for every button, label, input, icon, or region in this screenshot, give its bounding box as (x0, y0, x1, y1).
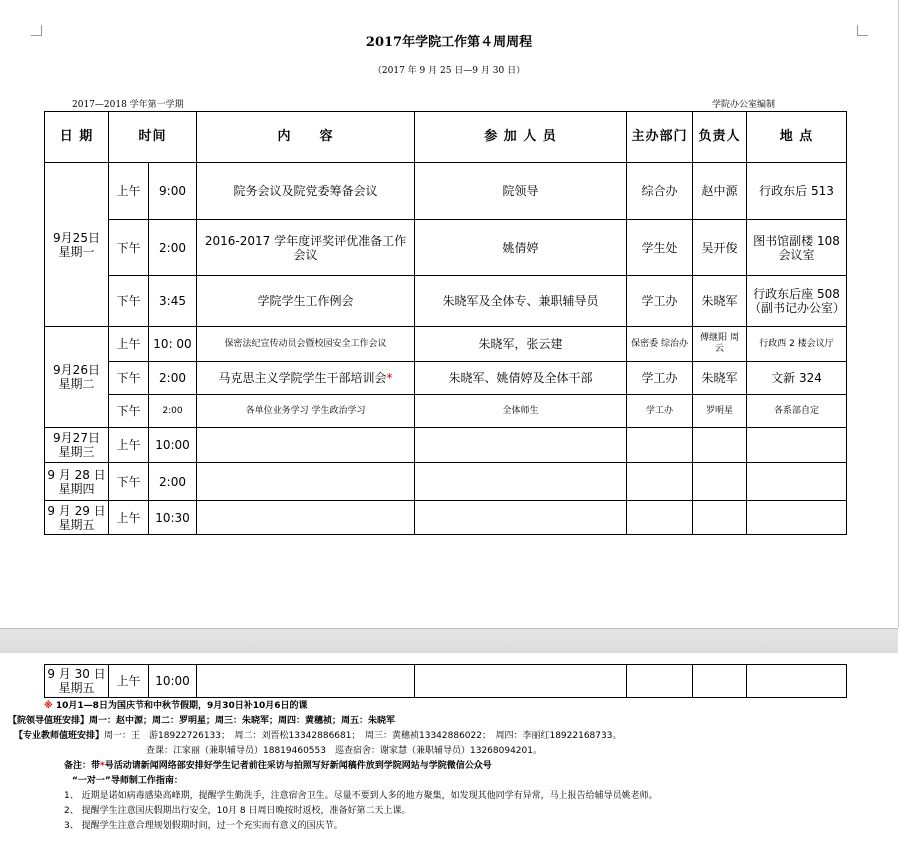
attendees-cell: 姚倩婷 (415, 220, 627, 276)
tip-item: 1、 近期是诺如病毒感染高峰期，提醒学生勤洗手，注意宿舍卫生。尽量不要到人多的地方聚集，如发现其他同学有异常，马上报告给辅导员姚老师。 (64, 791, 658, 801)
col-place: 地 点 (747, 112, 847, 163)
day-cell-tue: 9月26日 星期二 (45, 327, 109, 428)
day-cell-thu: 9 月 28 日 星期四 (45, 463, 109, 501)
table-row (45, 501, 847, 535)
period-cell: 下午 (109, 395, 149, 428)
holiday-note: ※ 10月1—8日为国庆节和中秋节假期，9月30日补10月6日的课 (44, 701, 308, 711)
table-row (45, 362, 847, 395)
owner-cell: 赵中源 (693, 163, 747, 220)
dept-cell: 学工办 (627, 362, 693, 395)
table-row (45, 220, 847, 276)
owner-cell: 吴开俊 (693, 220, 747, 276)
owner-cell: 朱晓军 (693, 276, 747, 327)
checks-note: 查课：江家丽（兼职辅导员）18819460553 巡查宿舍：谢家慧（兼职辅导员）13268094201。 (146, 746, 542, 756)
holiday-mark: ※ (44, 701, 53, 711)
attendees-cell (415, 501, 627, 535)
dept-cell: 学工办 (627, 276, 693, 327)
place-cell: 行政东后 513 (747, 163, 847, 220)
time-cell: 9:00 (149, 163, 197, 220)
place-cell (747, 665, 847, 698)
period-cell: 上午 (109, 428, 149, 463)
attendees-cell: 朱晓军、姚倩婷及全体干部 (415, 362, 627, 395)
attendees-cell (415, 463, 627, 501)
time-cell: 2:00 (149, 395, 197, 428)
col-dept: 主办部门 (627, 112, 693, 163)
time-cell: 10:30 (149, 501, 197, 535)
star-marker: * (100, 761, 105, 771)
day-cell-fri: 9 月 29 日 星期五 (45, 501, 109, 535)
remark-note: 备注：带*号活动请新闻网络部安排好学生记者前往采访与拍照写好新闻稿件放到学院网站与学院微信公众号 (64, 761, 492, 771)
place-cell: 各系部自定 (747, 395, 847, 428)
period-cell: 上午 (109, 327, 149, 362)
place-cell: 行政西 2 楼会议厅 (747, 327, 847, 362)
place-cell: 行政东后座 508（副书记办公室） (747, 276, 847, 327)
content-cell: 马克思主义学院学生干部培训会* (197, 362, 415, 395)
dept-cell: 学生处 (627, 220, 693, 276)
content-cell (197, 428, 415, 463)
time-cell: 3:45 (149, 276, 197, 327)
place-cell (747, 501, 847, 535)
owner-cell (693, 501, 747, 535)
star-marker: * (386, 371, 393, 385)
leader-duty: 【院领导值班安排】周一：赵中源；周二：罗明星；周三：朱晓军；周四：黄穗祯；周五：朱晓军 (8, 716, 396, 726)
attendees-cell (415, 665, 627, 698)
content-cell: 保密法纪宣传动员会暨校园安全工作会议 (197, 327, 415, 362)
period-cell: 下午 (109, 463, 149, 501)
time-cell: 2:00 (149, 463, 197, 501)
dept-cell: 学工办 (627, 395, 693, 428)
owner-cell (693, 665, 747, 698)
table-header-row (45, 112, 847, 163)
day-cell-wed: 9月27日 星期三 (45, 428, 109, 463)
schedule-table (44, 111, 847, 535)
dept-cell: 综合办 (627, 163, 693, 220)
content-cell: 学院学生工作例会 (197, 276, 415, 327)
schedule-title: 2017年学院工作第４周周程 (365, 35, 533, 50)
attendees-cell (415, 428, 627, 463)
schedule-table-continued (44, 664, 847, 698)
tip-item: 3、 提醒学生注意合理规划假期时间，过一个充实而有意义的国庆节。 (64, 821, 343, 831)
col-content: 内 容 (197, 112, 415, 163)
tip-item: 2、 提醒学生注意国庆假期出行安全，10月 8 日周日晚按时返校，准备好第二天上课。 (64, 806, 411, 816)
owner-cell: 罗明星 (693, 395, 747, 428)
owner-cell: 朱晓军 (693, 362, 747, 395)
page-break-gap (0, 628, 898, 654)
office-label: 学院办公室编制 (712, 100, 776, 110)
col-attendees: 参 加 人 员 (415, 112, 627, 163)
owner-cell (693, 428, 747, 463)
attendees-cell: 全体师生 (415, 395, 627, 428)
content-cell: 各单位业务学习 学生政治学习 (197, 395, 415, 428)
attendees-cell: 朱晓军，张云建 (415, 327, 627, 362)
time-cell: 10:00 (149, 665, 197, 698)
content-cell (197, 463, 415, 501)
time-cell: 10:00 (149, 428, 197, 463)
place-cell: 图书馆副楼 108 会议室 (747, 220, 847, 276)
content-cell: 2016-2017 学年度评奖评优准备工作会议 (197, 220, 415, 276)
content-cell: 院务会议及院党委筹备会议 (197, 163, 415, 220)
table-row (45, 463, 847, 501)
period-cell: 上午 (109, 163, 149, 220)
dept-cell (627, 501, 693, 535)
period-cell: 上午 (109, 665, 149, 698)
time-cell: 2:00 (149, 220, 197, 276)
col-date: 日 期 (45, 112, 109, 163)
attendees-cell: 朱晓军及全体专、兼职辅导员 (415, 276, 627, 327)
attendees-cell: 院领导 (415, 163, 627, 220)
col-owner: 负责人 (693, 112, 747, 163)
dept-cell (627, 665, 693, 698)
table-row (45, 163, 847, 220)
dept-cell (627, 428, 693, 463)
owner-cell: 傅继阳 周 云 (693, 327, 747, 362)
table-row (45, 665, 847, 698)
table-row (45, 395, 847, 428)
content-cell (197, 501, 415, 535)
period-cell: 下午 (109, 276, 149, 327)
place-cell: 文新 324 (747, 362, 847, 395)
time-cell: 10: 00 (149, 327, 197, 362)
schedule-subtitle: （2017 年 9 月 25 日—9 月 30 日） (372, 66, 526, 76)
place-cell (747, 428, 847, 463)
teacher-duty: 【专业教师值班安排】周一：王 游18922726133； 周二：刘晋松13342886681； 周三：黄穗祯13342886022； 周四：李丽红18922168733。 (14, 731, 622, 741)
semester-label: 2017—2018 学年第一学期 (72, 100, 184, 110)
period-cell: 下午 (109, 220, 149, 276)
day-cell-mon: 9月25日 星期一 (45, 163, 109, 327)
content-cell (197, 665, 415, 698)
table-row (45, 327, 847, 362)
notes-section (8, 699, 884, 834)
col-time: 时间 (109, 112, 197, 163)
dept-cell: 保密委 综治办 (627, 327, 693, 362)
period-cell: 下午 (109, 362, 149, 395)
table-row (45, 428, 847, 463)
tutor-guide-title: “一对一”导师制工作指南： (72, 776, 183, 786)
owner-cell (693, 463, 747, 501)
place-cell (747, 463, 847, 501)
table-row (45, 276, 847, 327)
time-cell: 2:00 (149, 362, 197, 395)
dept-cell (627, 463, 693, 501)
day-cell-sat: 9 月 30 日 星期五 (45, 665, 109, 698)
period-cell: 上午 (109, 501, 149, 535)
